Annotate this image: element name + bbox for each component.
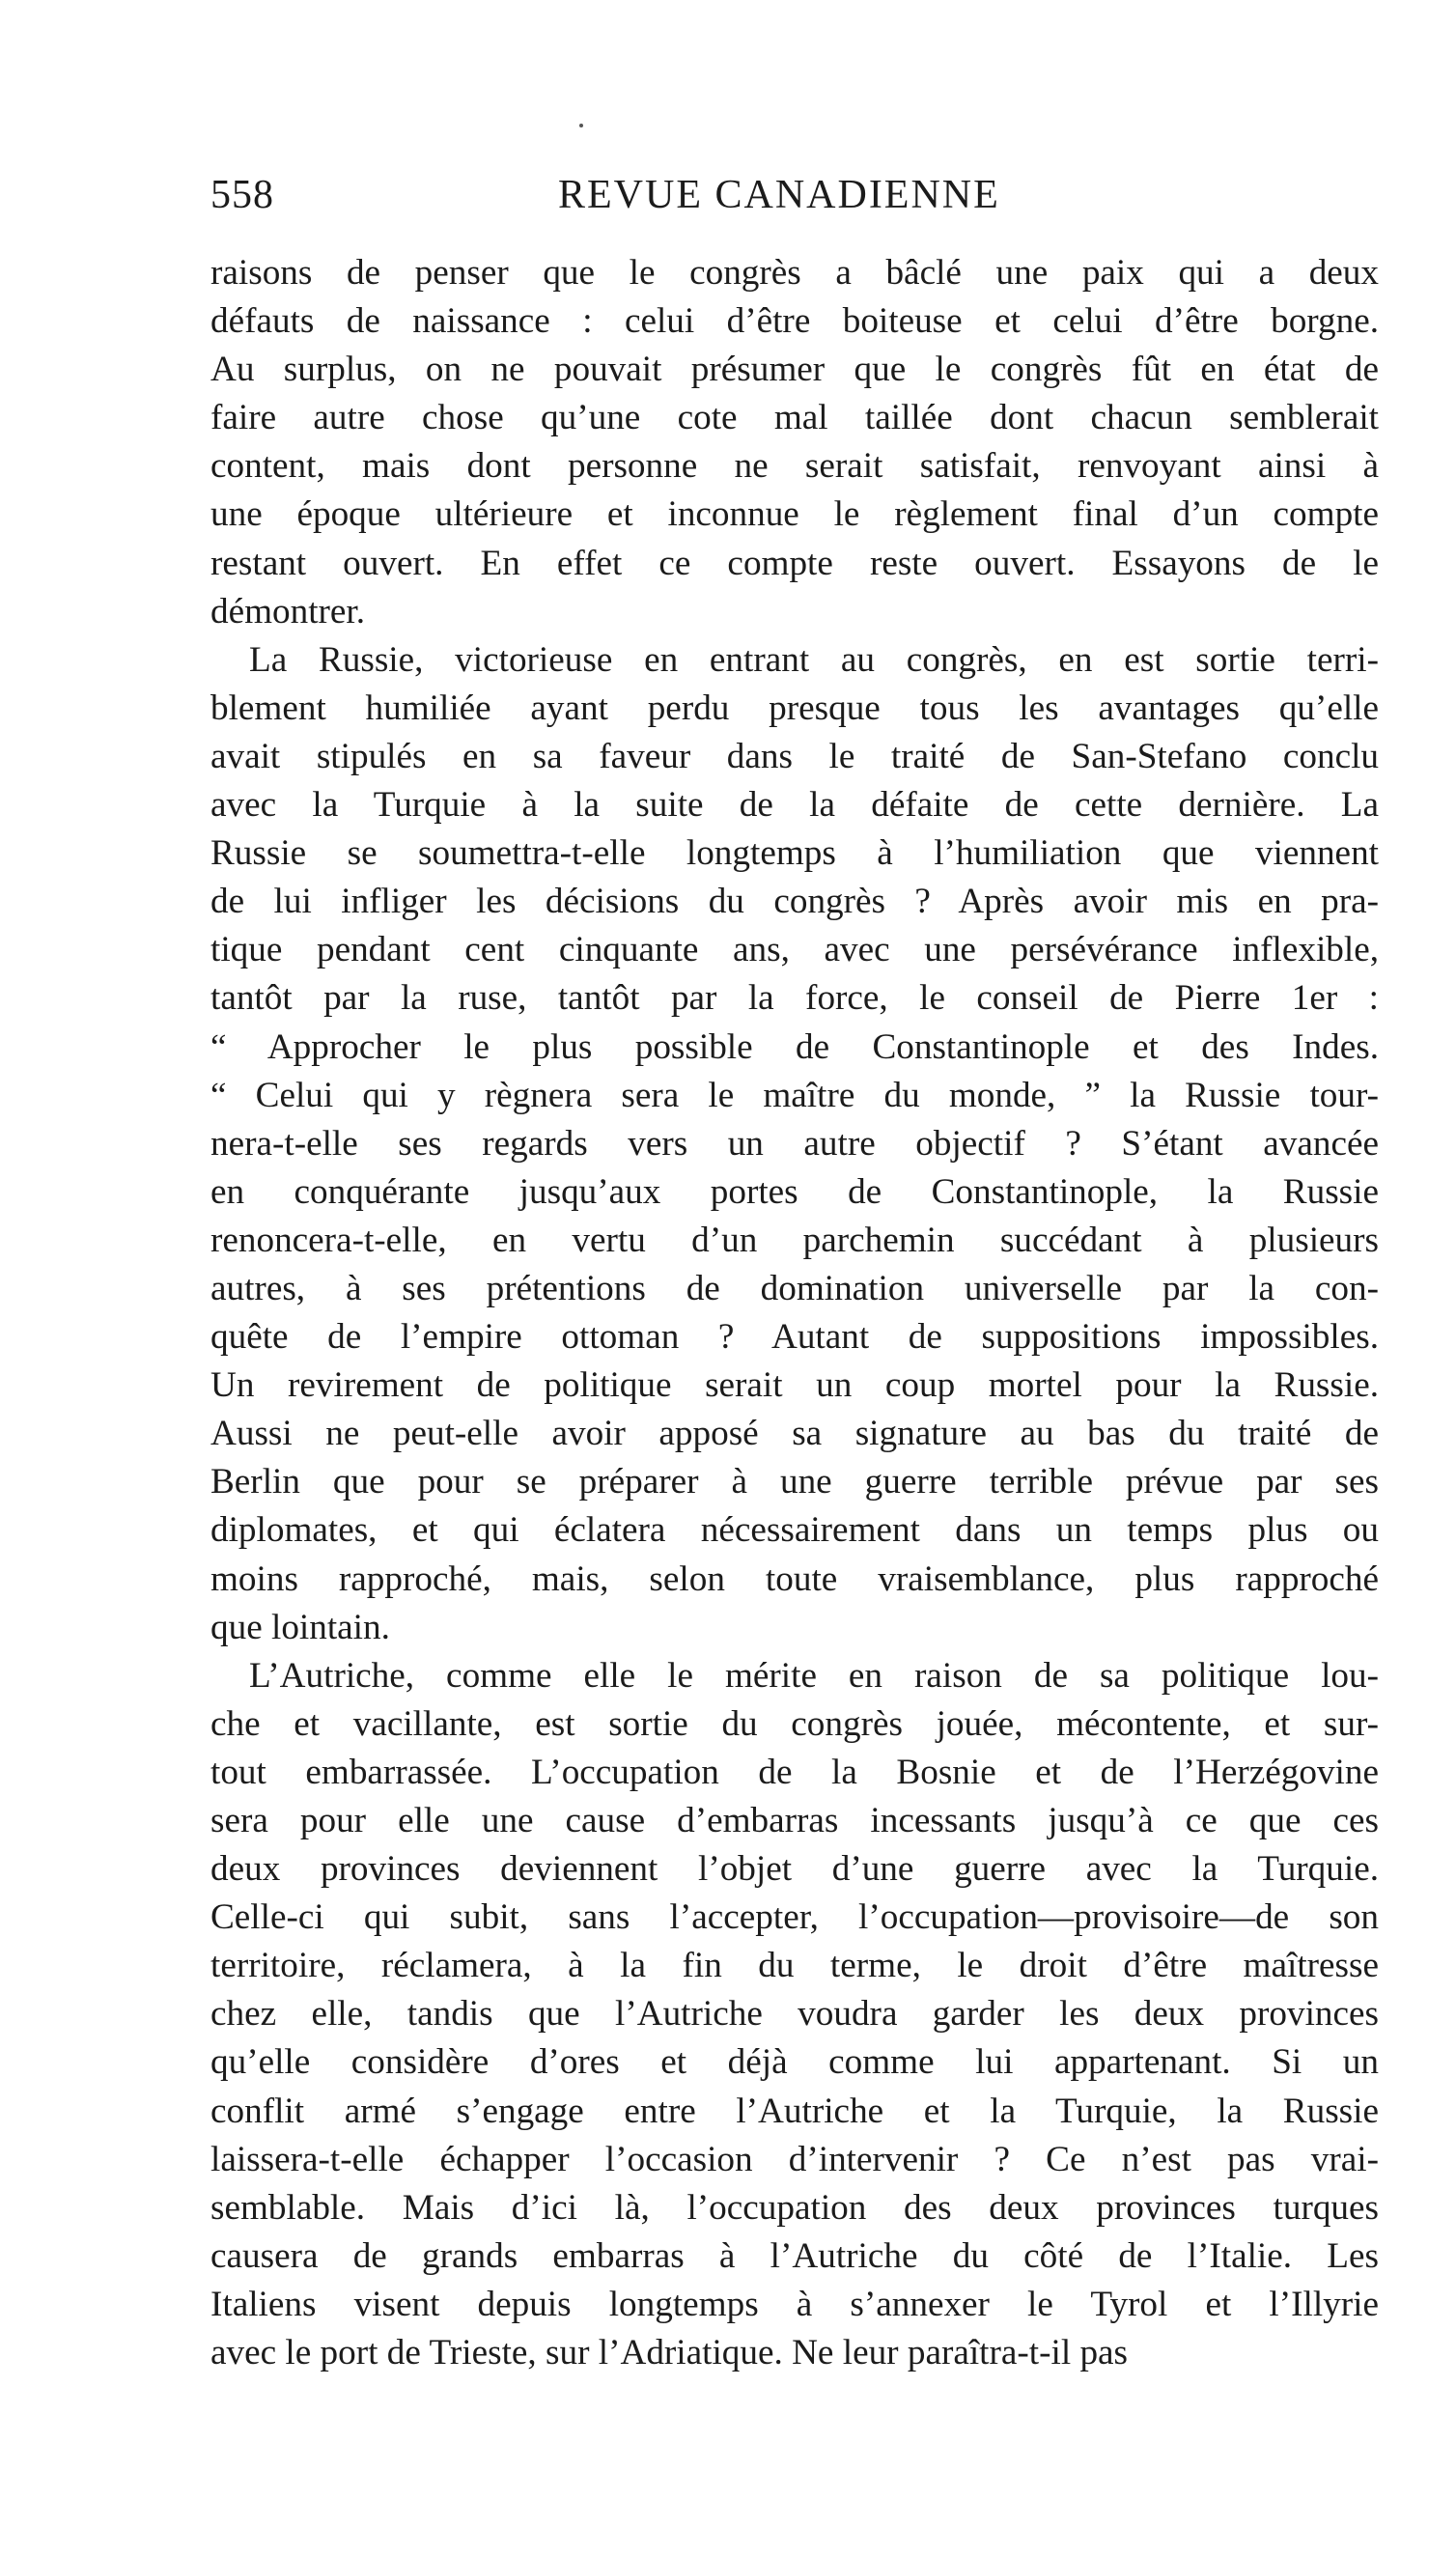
- paragraph: [210, 249, 1379, 636]
- running-head: REVUE CANADIENNE: [558, 173, 1000, 217]
- page-number: 558: [210, 173, 274, 217]
- paragraph: [210, 1652, 1379, 2377]
- text-line: che et vacillante, est sortie du congrès jouée, mécontente, et sur-: [210, 1703, 1379, 1744]
- print-speck: [579, 124, 583, 127]
- text-line: démontrer.: [210, 591, 366, 632]
- text-line: quête de l’empire ottoman ? Autant de suppositions impossibles.: [210, 1317, 1379, 1358]
- text-line: moins rapproché, mais, selon toute vraisemblance, plus rapproché: [210, 1558, 1379, 1599]
- text-line: Aussi ne peut-elle avoir apposé sa signature au bas du traité de: [210, 1414, 1379, 1454]
- text-line: faire autre chose qu’une cote mal taillée dont chacun semblerait: [210, 398, 1379, 438]
- body-text: [210, 249, 1379, 2377]
- text-line: diplomates, et qui éclatera nécessairement dans un temps plus ou: [210, 1510, 1379, 1551]
- text-line: conflit armé s’engage entre l’Autriche et la Turquie, la Russie: [210, 2091, 1379, 2131]
- text-line: La Russie, victorieuse en entrant au congrès, en est sortie terri-: [249, 639, 1379, 680]
- text-line: de lui infliger les décisions du congrès ? Après avoir mis en pra-: [210, 882, 1379, 922]
- text-line: Berlin que pour se préparer à une guerre terrible prévue par ses: [210, 1462, 1379, 1502]
- text-line: avec la Turquie à la suite de la défaite de cette dernière. La: [210, 785, 1379, 826]
- text-line: content, mais dont personne ne serait satisfait, renvoyant ainsi à: [210, 446, 1379, 487]
- text-line: tantôt par la ruse, tantôt par la force, le conseil de Pierre 1er :: [210, 978, 1379, 1019]
- text-line: causera de grands embarras à l’Autriche du côté de l’Italie. Les: [210, 2235, 1379, 2276]
- text-line: Un revirement de politique serait un coup mortel pour la Russie.: [210, 1365, 1379, 1406]
- text-line: en conquérante jusqu’aux portes de Constantinople, la Russie: [210, 1171, 1379, 1212]
- text-line: défauts de naissance : celui d’être boiteuse et celui d’être borgne.: [210, 301, 1379, 342]
- text-line: qu’elle considère d’ores et déjà comme lui appartenant. Si un: [210, 2042, 1379, 2083]
- text-line: tique pendant cent cinquante ans, avec une persévérance inflexible,: [210, 930, 1379, 970]
- text-line: chez elle, tandis que l’Autriche voudra garder les deux provinces: [210, 1994, 1379, 2035]
- text-line: nera-t-elle ses regards vers un autre objectif ? S’étant avancée: [210, 1123, 1379, 1164]
- text-line: restant ouvert. En effet ce compte reste ouvert. Essayons de le: [210, 543, 1379, 583]
- text-line: Italiens visent depuis longtemps à s’annexer le Tyrol et l’Illyrie: [210, 2284, 1379, 2324]
- text-line: territoire, réclamera, à la fin du terme, le droit d’être maîtresse: [210, 1946, 1379, 1986]
- text-line: tout embarrassée. L’occupation de la Bosnie et de l’Herzégovine: [210, 1752, 1379, 1792]
- paragraph: [210, 636, 1379, 1652]
- text-line: renoncera-t-elle, en vertu d’un parchemin succédant à plusieurs: [210, 1220, 1379, 1260]
- text-line: sera pour elle une cause d’embarras incessants jusqu’à ce que ces: [210, 1801, 1379, 1840]
- text-line: Russie se soumettra-t-elle longtemps à l’humiliation que viennent: [210, 833, 1379, 874]
- text-line: avait stipulés en sa faveur dans le traité de San-Stefano conclu: [210, 736, 1379, 776]
- text-line: Au surplus, on ne pouvait présumer que le congrès fût en état de: [210, 350, 1379, 390]
- text-line: blement humiliée ayant perdu presque tous les avantages qu’elle: [210, 688, 1379, 728]
- text-line: deux provinces deviennent l’objet d’une guerre avec la Turquie.: [210, 1849, 1379, 1890]
- text-line: raisons de penser que le congrès a bâclé une paix qui a deux: [210, 253, 1379, 293]
- text-line: Celle-ci qui subit, sans l’accepter, l’occupation—provisoire—de son: [210, 1897, 1379, 1938]
- page-header: [210, 172, 1379, 226]
- text-line: “ Approcher le plus possible de Constantinople et des Indes.: [210, 1026, 1379, 1067]
- text-line: L’Autriche, comme elle le mérite en raison de sa politique lou-: [249, 1655, 1379, 1696]
- text-line: laissera-t-elle échapper l’occasion d’intervenir ? Ce n’est pas vrai-: [210, 2139, 1379, 2179]
- text-line: autres, à ses prétentions de domination universelle par la con-: [210, 1268, 1379, 1308]
- text-line: avec le port de Trieste, sur l’Adriatique. Ne leur paraîtra-t-il pas: [210, 2333, 1129, 2373]
- text-line: semblable. Mais d’ici là, l’occupation des deux provinces turques: [210, 2187, 1379, 2228]
- text-line: que lointain.: [210, 1607, 390, 1647]
- text-line: “ Celui qui y règnera sera le maître du monde, ” la Russie tour-: [210, 1075, 1379, 1115]
- text-line: une époque ultérieure et inconnue le règlement final d’un compte: [210, 494, 1379, 535]
